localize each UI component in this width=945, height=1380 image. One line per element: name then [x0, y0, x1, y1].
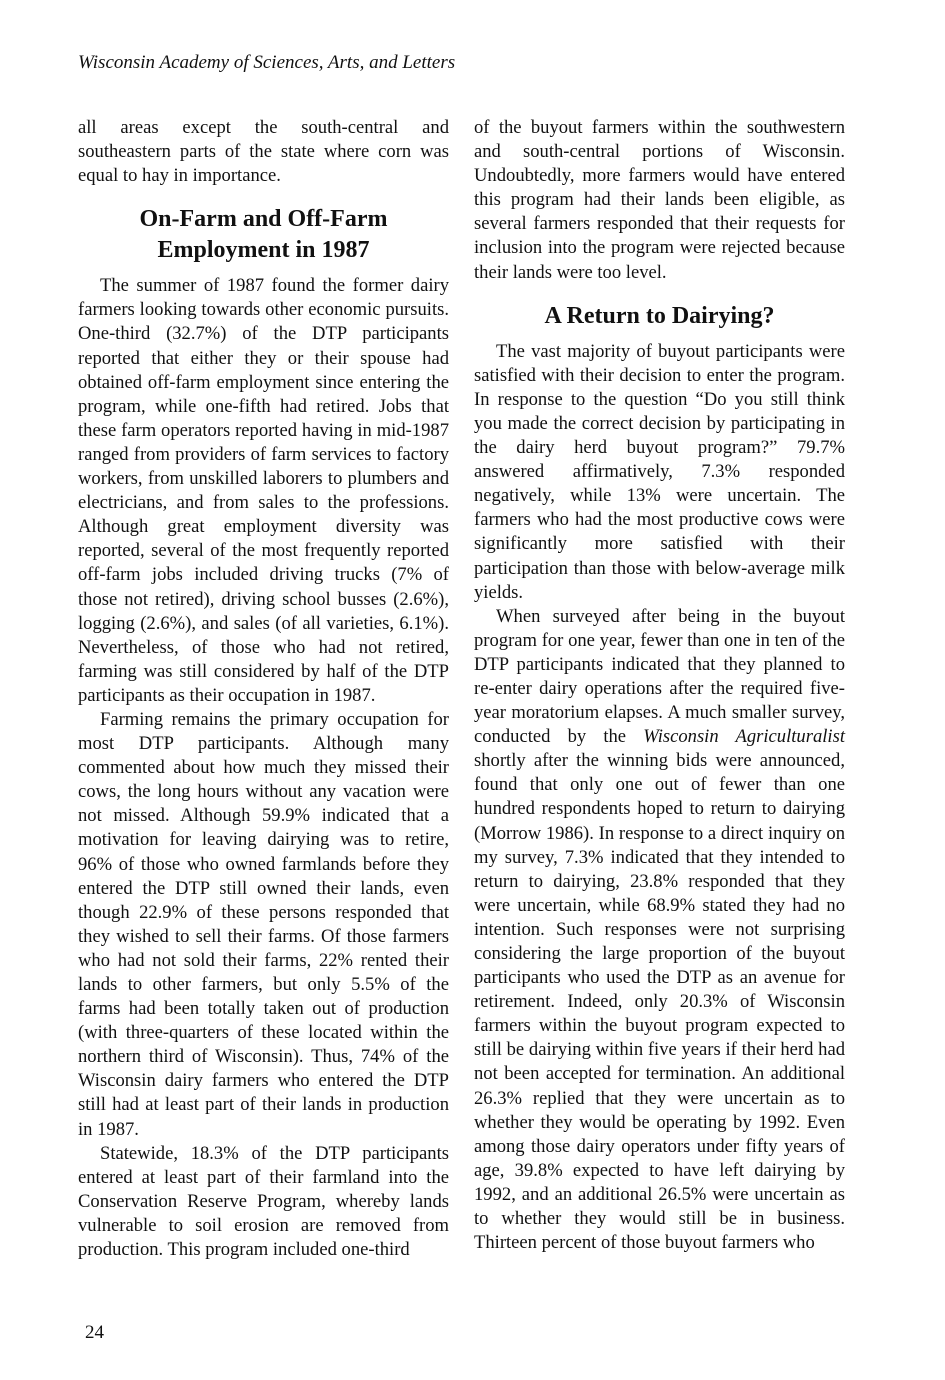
paragraph-text: When surveyed after being in the buyout program for one year, fewer than one in ten of the DTP participants indicated that they planned to re-enter dairy operations after the required five-year moratorium elapses. A much smaller survey, conducted by the	[474, 605, 845, 748]
left-column	[78, 116, 449, 1262]
section-heading-employment	[78, 204, 449, 266]
paragraph: The vast majority of buyout participants were satisfied with their decision to enter the program. In response to the question “Do you still think you made the correct decision by participating in the dairy herd buyout program?” 79.7% answered affirmatively, 7.3% responded negatively, while 13% were uncertain. The farmers who had the most productive cows were significantly more satisfied with their participation than those with below-average milk yields.	[474, 340, 845, 603]
paragraph-continued: all areas except the south-central and southeastern parts of the state where corn was equal to hay in importance.	[78, 117, 449, 187]
paragraph-continued: of the buyout farmers within the southwestern and south-central portions of Wisconsin. Undoubtedly, more farmers would have entered this program had their lands been eligible, as several farmers responded that their requests for inclusion into the program were rejected because their lands were too level.	[474, 117, 845, 283]
publication-title: Wisconsin Agriculturalist	[643, 726, 845, 748]
paragraph: Farming remains the primary occupation for most DTP participants. Although many commented about how much they missed their cows, the long hours without any vacation were not missed. Although 59.9% indicated that a motivation for leaving dairying was to retire, 96% of those who owned farmlands before they entered the DTP still owned their lands, even though 22.9% of these persons responded that they wished to sell their farms. Of those farmers who had not sold their farms, 22% rented their lands to other farmers, but only 5.5% of the farms had been totally taken out of production (with three-quarters of these located within the northern third of Wisconsin). Thus, 74% of the Wisconsin dairy farmers who entered the DTP still had at least part of their lands in production in 1987.	[78, 708, 449, 1140]
right-column	[474, 116, 845, 1255]
paragraph: The summer of 1987 found the former dairy farmers looking towards other economic pursuits. One-third (32.7%) of the DTP participants reported that either they or their spouse had obtained off-farm employment since entering the program, while one-fifth had retired. Jobs that these farm operators reported having in mid-1987 ranged from providers of farm services to factory workers, from unskilled laborers to plumbers and electricians, and from sales to the professions. Although great employment diversity was reported, several of the most frequently reported off-farm jobs included driving trucks (7% of those not retired), driving school busses (2.6%), logging (2.6%), and sales (of all varieties, 6.1%). Nevertheless, of those who had not retired, farming was still considered by half of the DTP participants as their occupation in 1987.	[78, 275, 449, 706]
section-heading-return-to-dairying: A Return to Dairying?	[544, 302, 775, 329]
paragraph: Statewide, 18.3% of the DTP participants entered at least part of their farmland into the Conservation Reserve Program, whereby lands vulnerable to soil erosion are removed from production. This program included one-third	[78, 1142, 449, 1261]
paragraph	[474, 605, 845, 1256]
heading-line-1: On-Farm and Off-Farm	[139, 206, 388, 233]
running-head: Wisconsin Academy of Sciences, Arts, and Letters	[78, 52, 456, 73]
page-number: 24	[85, 1322, 104, 1343]
heading-line-2: Employment in 1987	[157, 237, 370, 264]
paragraph-text: shortly after the winning bids were announced, found that only one out of fewer than one hundred respondents hoped to return to dairying (Morrow 1986). In response to a direct inquiry on my survey, 7.3% indicated that they intended to return to dairying, 23.8% responded that they were uncertain, while 68.9% stated they had no intention. Such responses were not surprising considering the large proportion of the buyout participants who used the DTP as an avenue for retirement. Indeed, only 20.3% of Wisconsin farmers within the buyout program expected to still be dairying within five years if their herd had not been accepted for termination. An additional 26.3% replied that they were uncertain as to whether they would be operating by 1992. Even among those dairy operators under fifty years of age, 39.8% expected to have left dairying by 1992, and an additional 26.5% were uncertain as to whether they would still be in business. Thirteen percent of those buyout farmers who	[474, 750, 845, 1254]
